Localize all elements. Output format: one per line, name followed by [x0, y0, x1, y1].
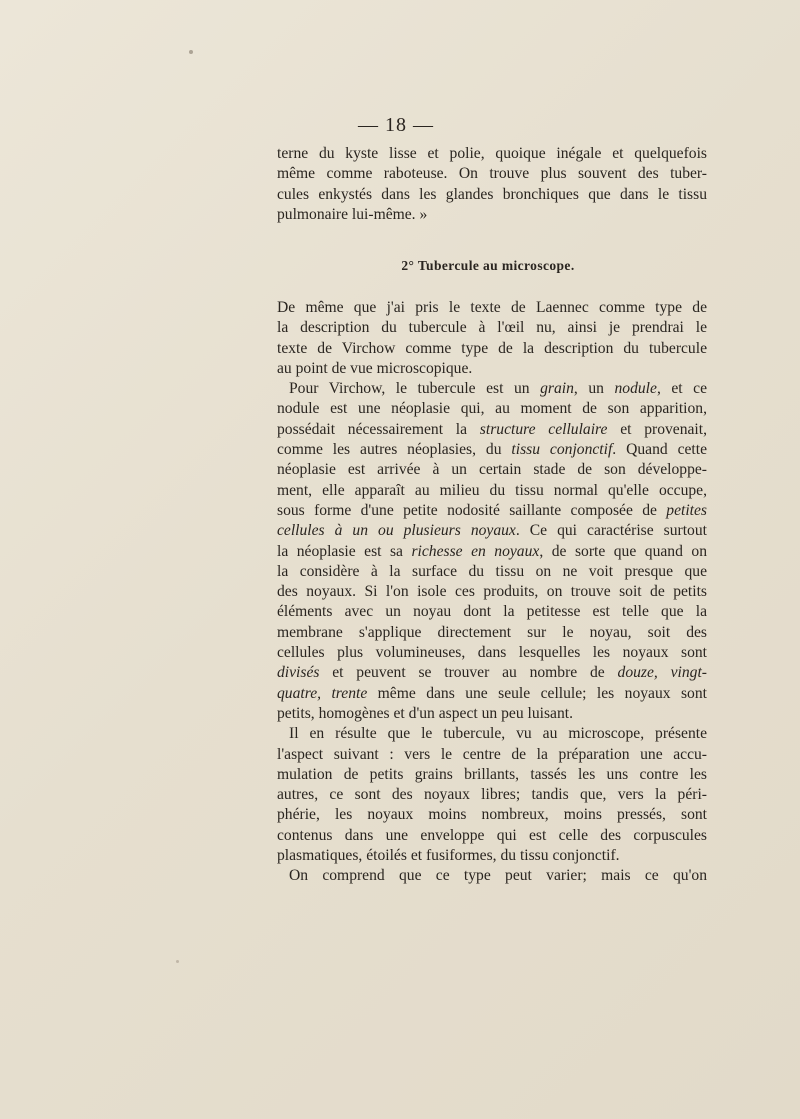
- page-number: — 18 —: [358, 114, 434, 136]
- italic-term: petites: [666, 501, 707, 519]
- italic-term: douze, vingt-: [617, 664, 707, 682]
- text-line: néoplasie est arrivée à un certain stade de son développe-: [277, 461, 707, 479]
- text-line: [277, 521, 707, 541]
- text-line: même comme raboteuse. On trouve plus souvent des tuber-: [277, 165, 707, 183]
- text-run: la néoplasie est sa: [277, 542, 412, 560]
- text-line: Il en résulte que le tubercule, vu au microscope, présente: [289, 725, 707, 743]
- italic-term: grain: [540, 380, 574, 398]
- italic-term: divisés: [277, 664, 320, 682]
- text-line: contenus dans une enveloppe qui est celle des corpuscules: [277, 826, 707, 844]
- section-heading: 2° Tubercule au microscope.: [401, 258, 575, 273]
- text-run: sous forme d'une petite nodosité saillante composée de: [277, 501, 667, 519]
- text-line: texte de Virchow comme type de la description du tubercule: [277, 339, 707, 357]
- text-line: [277, 379, 707, 399]
- italic-term: cellules à un ou plusieurs noyaux: [277, 522, 516, 540]
- paper-speck: [189, 50, 193, 54]
- text-run: comme les autres néoplasies, du: [277, 441, 512, 459]
- text-line: éléments avec un noyau dont la petitesse est telle que la: [277, 603, 707, 621]
- text-line: la description du tubercule à l'œil nu, ainsi je prendrai le: [277, 319, 707, 337]
- text-line: nodule est une néoplasie qui, au moment de son apparition,: [277, 400, 707, 418]
- main-text: [277, 298, 707, 887]
- text-line: la considère à la surface du tissu on ne voit presque que: [277, 562, 707, 580]
- text-run: et peuvent se trouver au nombre de: [319, 664, 618, 682]
- italic-term: quatre, trente: [277, 684, 368, 702]
- text-run: Pour Virchow, le tubercule est un: [289, 380, 541, 398]
- text-run: même dans une seule cellule; les noyaux sont: [367, 684, 707, 702]
- text-run: . Ce qui caractérise surtout: [515, 522, 707, 540]
- text-run: , et ce: [656, 380, 708, 398]
- paper-speck: [176, 960, 179, 963]
- text-line: [277, 663, 707, 683]
- text-line: plasmatiques, étoilés et fusiformes, du tissu conjonctif.: [277, 847, 620, 865]
- text-line: [277, 420, 707, 440]
- text-line: phérie, les noyaux moins nombreux, moins pressés, sont: [277, 806, 707, 824]
- text-line: cules enkystés dans les glandes bronchiques que dans le tissu: [277, 185, 707, 203]
- italic-term: tissu conjonctif: [511, 441, 613, 459]
- text-line: [277, 684, 707, 704]
- text-run: , de sorte que quand on: [539, 542, 707, 560]
- italic-term: structure cellulaire: [479, 420, 608, 438]
- text-line: On comprend que ce type peut varier; mais ce qu'on: [289, 867, 707, 885]
- text-run: et provenait,: [607, 420, 707, 438]
- text-run: , un: [573, 380, 615, 398]
- text-line: des noyaux. Si l'on isole ces produits, on trouve soit de petits: [277, 583, 707, 601]
- text-line: autres, ce sont des noyaux libres; tandis que, vers la péri-: [277, 786, 707, 804]
- text-line: [277, 440, 707, 460]
- text-line: [277, 501, 707, 521]
- text-line: mulation de petits grains brillants, tassés les uns contre les: [277, 765, 707, 783]
- text-line: l'aspect suivant : vers le centre de la préparation une accu-: [277, 745, 707, 763]
- text-line: ment, elle apparaît au milieu du tissu normal qu'elle occupe,: [277, 481, 707, 499]
- text-line: membrane s'applique directement sur le noyau, soit des: [277, 623, 707, 641]
- paragraph-continued: [277, 144, 707, 225]
- text-line: pulmonaire lui-même. »: [277, 205, 428, 223]
- text-line: terne du kyste lisse et polie, quoique inégale et quelquefois: [277, 145, 707, 162]
- text-run: possédait nécessairement la: [277, 420, 480, 438]
- text-line: [277, 542, 707, 562]
- italic-term: nodule: [614, 380, 657, 398]
- text-line: cellules plus volumineuses, dans lesquelles les noyaux sont: [277, 644, 707, 662]
- text-run: . Quand cette: [612, 441, 708, 459]
- text-line: petits, homogènes et d'un aspect un peu luisant.: [277, 704, 573, 722]
- text-line: au point de vue microscopique.: [277, 359, 473, 377]
- text-line: De même que j'ai pris le texte de Laennec comme type de: [277, 299, 707, 316]
- italic-term: richesse en noyaux: [411, 542, 540, 560]
